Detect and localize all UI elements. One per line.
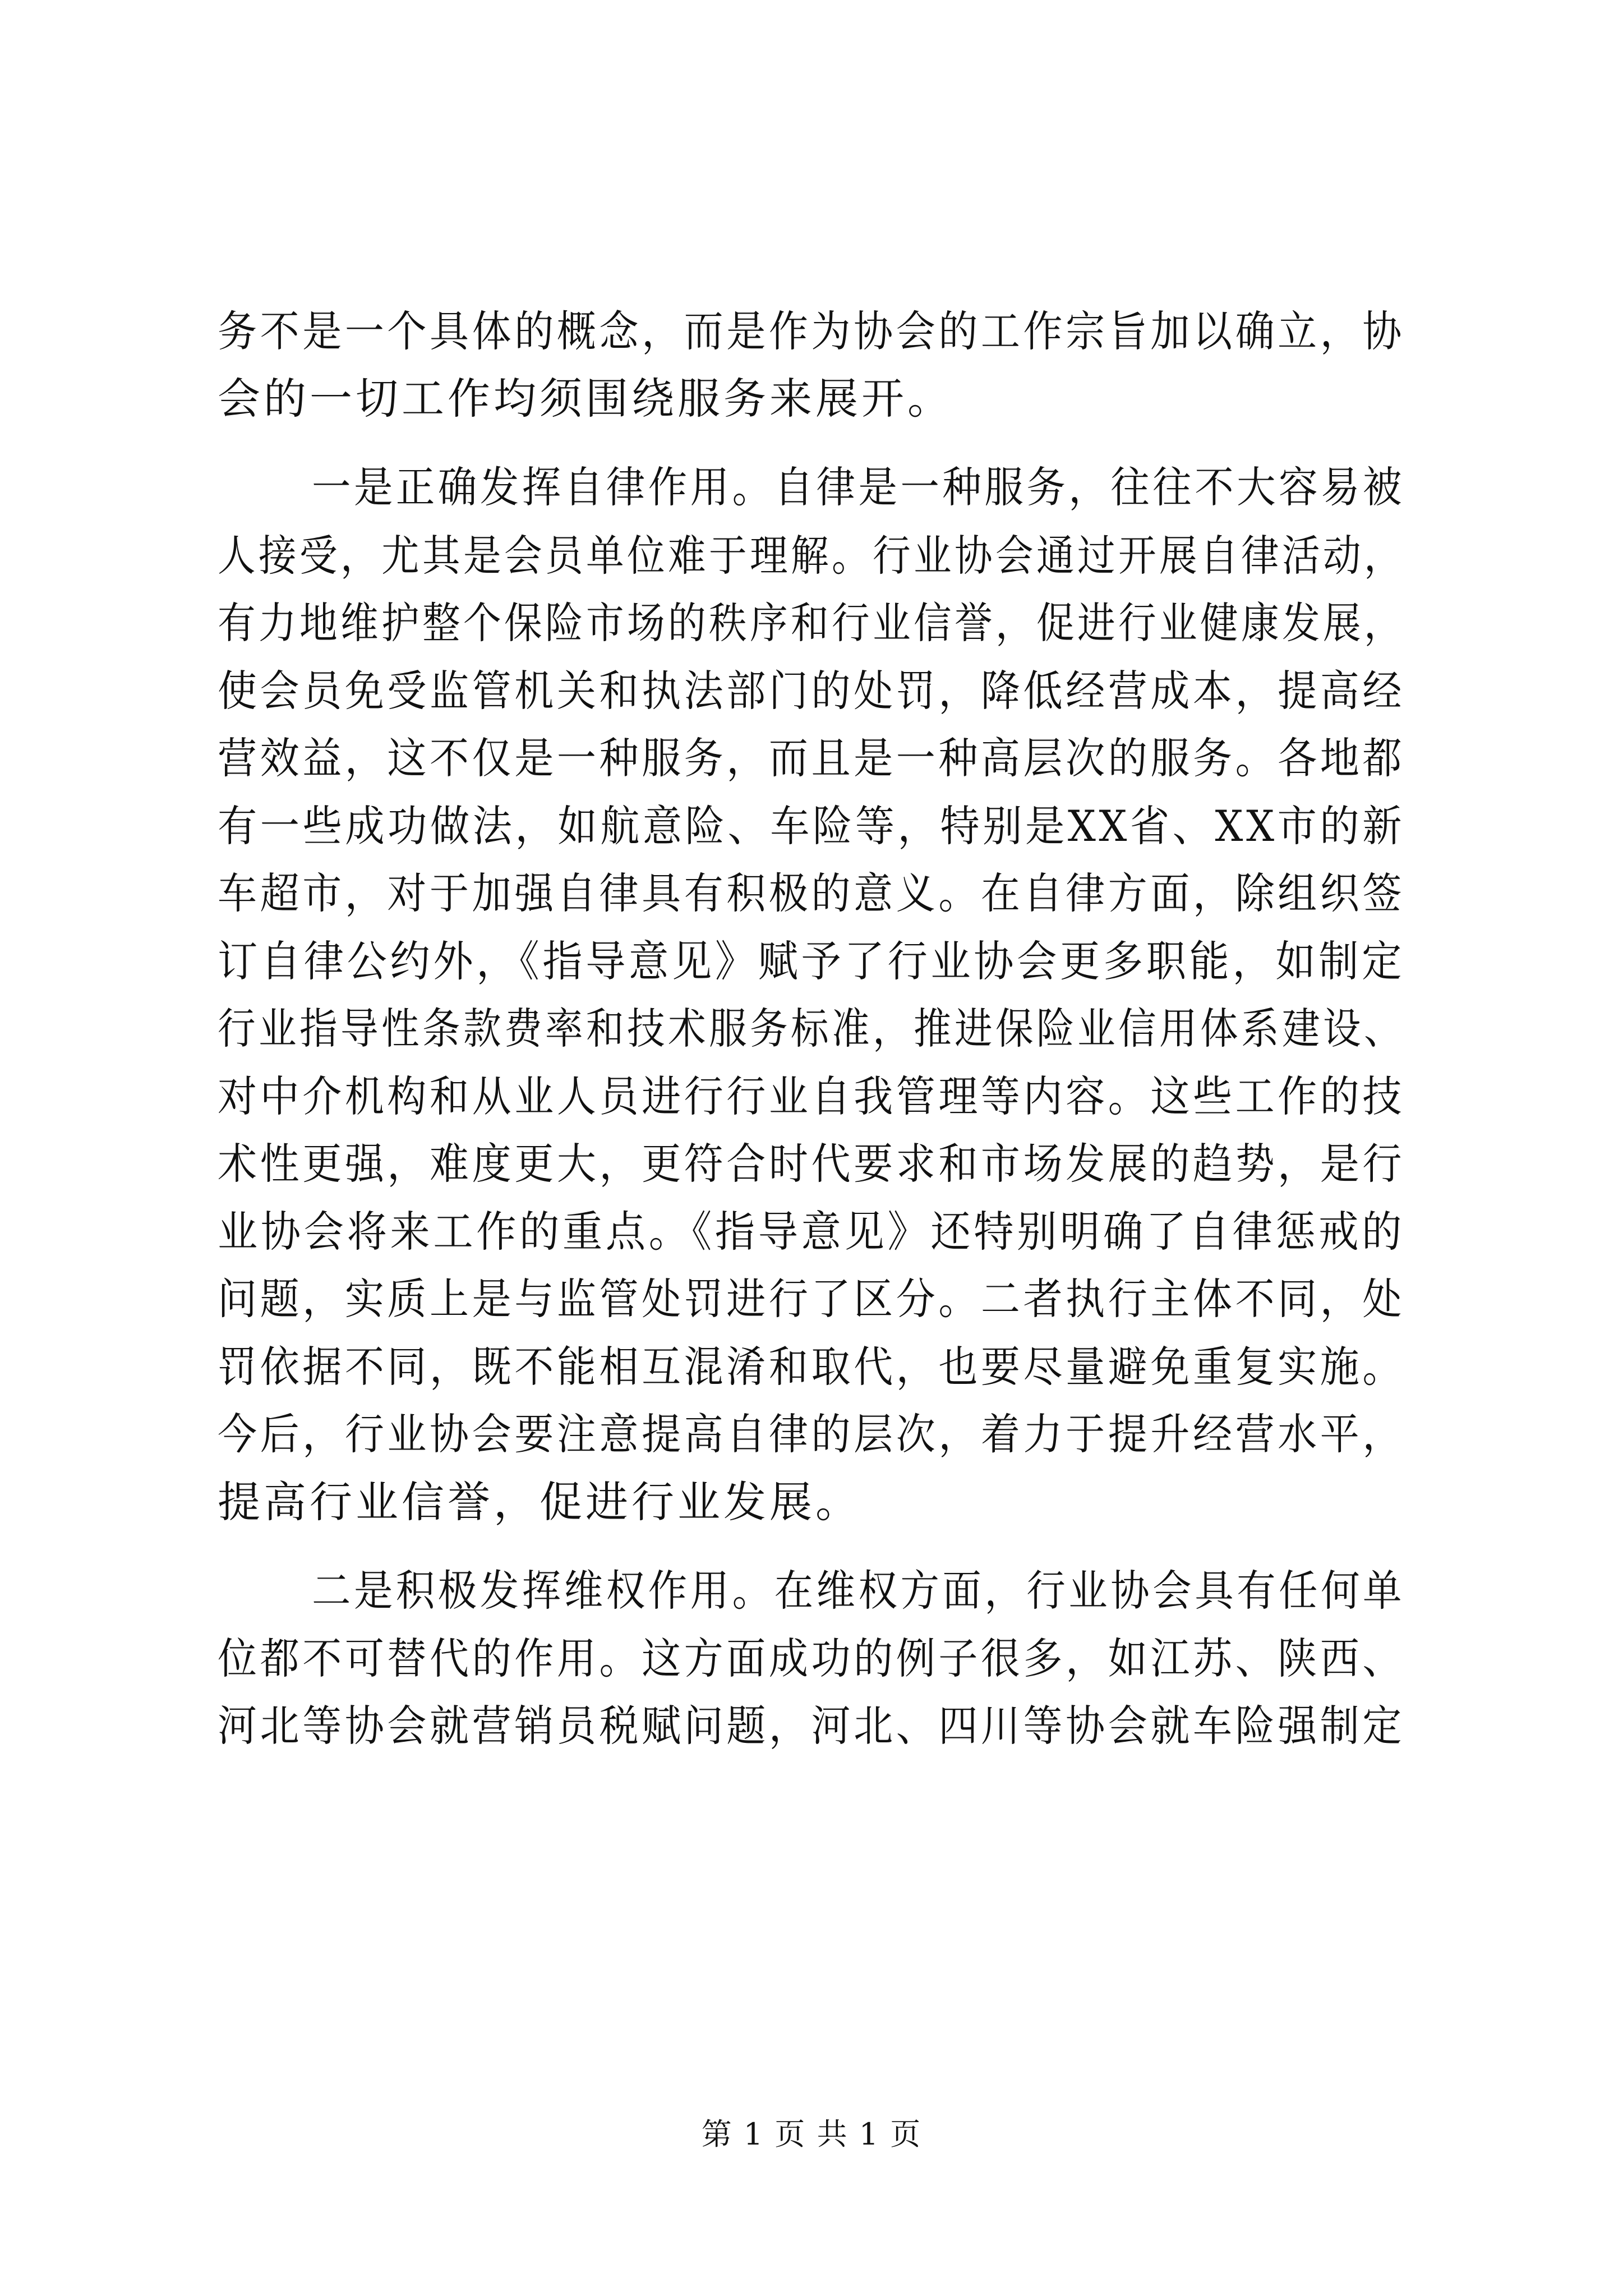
text-line-content: 有力地维护整个保险市场的秩序和行业信誉，促进行业健康发展， [218,598,1405,648]
text-line [0,866,1623,922]
text-line [0,459,1623,516]
text-line [0,933,1623,990]
text-line [0,1563,1623,1619]
text-line [0,528,1623,584]
text-line-content: 务不是一个具体的概念，而是作为协会的工作宗旨加以确立，协 [218,306,1405,356]
text-line [0,1271,1623,1327]
text-line [0,303,1623,360]
text-line-content: 车超市，对于加强自律具有积极的意义。在自律方面，除组织签 [218,868,1405,918]
text-line [0,1339,1623,1395]
text-line-content: 问题，实质上是与监管处罚进行了区分。二者执行主体不同，处 [218,1274,1405,1324]
text-line [0,1698,1623,1754]
text-line-content: 有一些成功做法，如航意险、车险等，特别是XX省、XX市的新 [218,801,1405,851]
text-line-content: 对中介机构和从业人员进行行业自我管理等内容。这些工作的技 [218,1071,1405,1121]
text-line-content: 行业指导性条款费率和技术服务标准，推进保险业信用体系建设、 [218,1004,1405,1053]
text-line [0,1474,1623,1530]
text-line-content: 位都不可替代的作用。这方面成功的例子很多，如江苏、陕西、 [218,1634,1405,1683]
page-number-footer: 第 1 页 共 1 页 [701,2116,922,2152]
text-line-content: 营效益，这不仅是一种服务，而且是一种高层次的服务。各地都 [218,733,1405,783]
text-line-content: 术性更强，难度更大，更符合时代要求和市场发展的趋势，是行 [218,1139,1405,1189]
text-line-content: 一是正确发挥自律作用。自律是一种服务，往往不大容易被 [312,462,1405,512]
text-line [0,1069,1623,1125]
text-line [0,371,1623,427]
text-line-content: 业协会将来工作的重点。《指导意见》还特别明确了自律惩戒的 [218,1207,1405,1257]
text-line-content: 会的一切工作均须围绕服务来展开。 [218,374,953,424]
text-line [0,1136,1623,1192]
text-line [0,1631,1623,1687]
text-line-content: 人接受，尤其是会员单位难于理解。行业协会通过开展自律活动， [218,531,1405,581]
text-line-content: 订自律公约外，《指导意见》赋予了行业协会更多职能，如制定 [218,936,1405,986]
text-line-content: 提高行业信誉，促进行业发展。 [218,1477,861,1527]
text-line [0,595,1623,651]
text-line [0,663,1623,719]
text-line [0,1204,1623,1260]
text-line-content: 今后，行业协会要注意提高自律的层次，着力于提升经营水平， [218,1409,1405,1459]
text-line [0,798,1623,854]
text-line [0,730,1623,786]
text-line-content: 河北等协会就营销员税赋问题，河北、四川等协会就车险强制定 [218,1701,1405,1751]
text-line-content: 罚依据不同，既不能相互混淆和取代，也要尽量避免重复实施。 [218,1342,1405,1392]
text-line [0,1406,1623,1462]
text-line-content: 使会员免受监管机关和执法部门的处罚，降低经营成本，提高经 [218,666,1405,716]
text-line-content: 二是积极发挥维权作用。在维权方面，行业协会具有任何单 [312,1566,1405,1616]
text-line [0,1001,1623,1057]
